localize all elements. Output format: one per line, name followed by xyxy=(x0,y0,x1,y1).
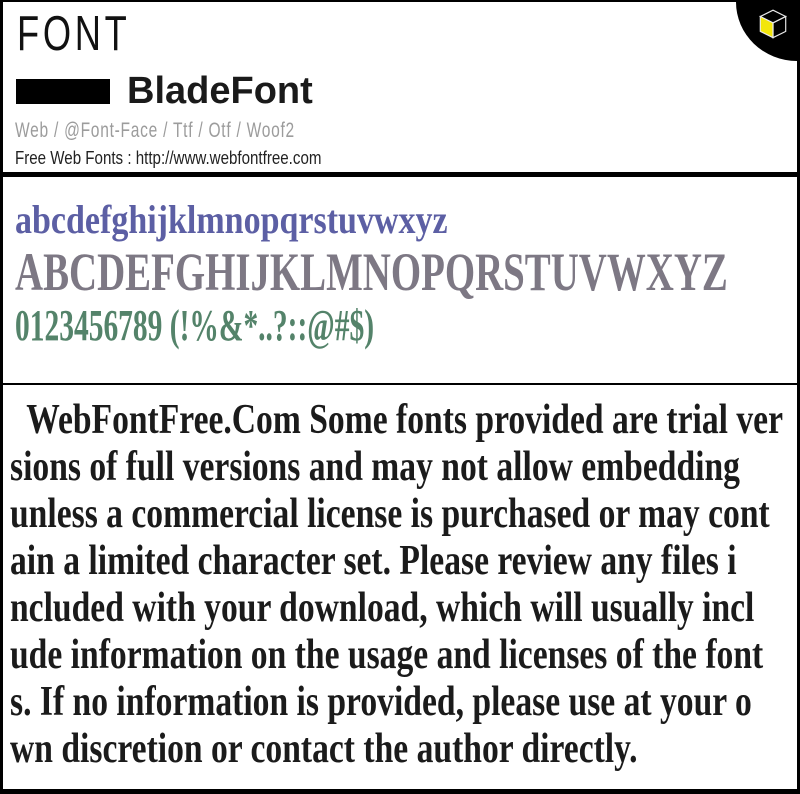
lowercase-sample: abcdefghijklmnopqrstuvwxyz xyxy=(15,197,448,242)
text-line: s. If no information is provided, please use at your o xyxy=(10,679,752,725)
font-formats: Web / @Font-Face / Ttf / Otf / Woof2 xyxy=(15,119,295,142)
black-swatch xyxy=(16,79,110,104)
text-line: sions of full versions and may not allow embedding xyxy=(10,444,740,490)
text-line: wn discretion or contact the author directly. xyxy=(10,726,638,772)
text-line: unless a commercial license is purchased or may cont xyxy=(10,491,770,537)
glyph-preview-section xyxy=(3,177,797,383)
text-line: WebFontFree.Com Some fonts provided are trial ver xyxy=(10,397,784,443)
text-line: ncluded with your download, which will usually incl xyxy=(10,585,755,631)
font-name: BladeFont xyxy=(127,70,313,112)
license-text xyxy=(3,385,797,789)
site-title: FONT xyxy=(17,7,131,61)
cube-icon xyxy=(756,7,790,43)
header xyxy=(3,2,797,172)
site-tagline: Free Web Fonts : http://www.webfontfree.com xyxy=(15,148,322,168)
text-line: ain a limited character set. Please review any files i xyxy=(10,538,737,584)
text-line: ude information on the usage and licenses of the font xyxy=(10,632,764,678)
uppercase-sample: ABCDEFGHIJKLMNOPQRSTUVWXYZ xyxy=(15,242,728,302)
font-title-row xyxy=(16,70,313,113)
numerals-sample: 0123456789 (!%&*..?::@#$) xyxy=(15,301,375,350)
